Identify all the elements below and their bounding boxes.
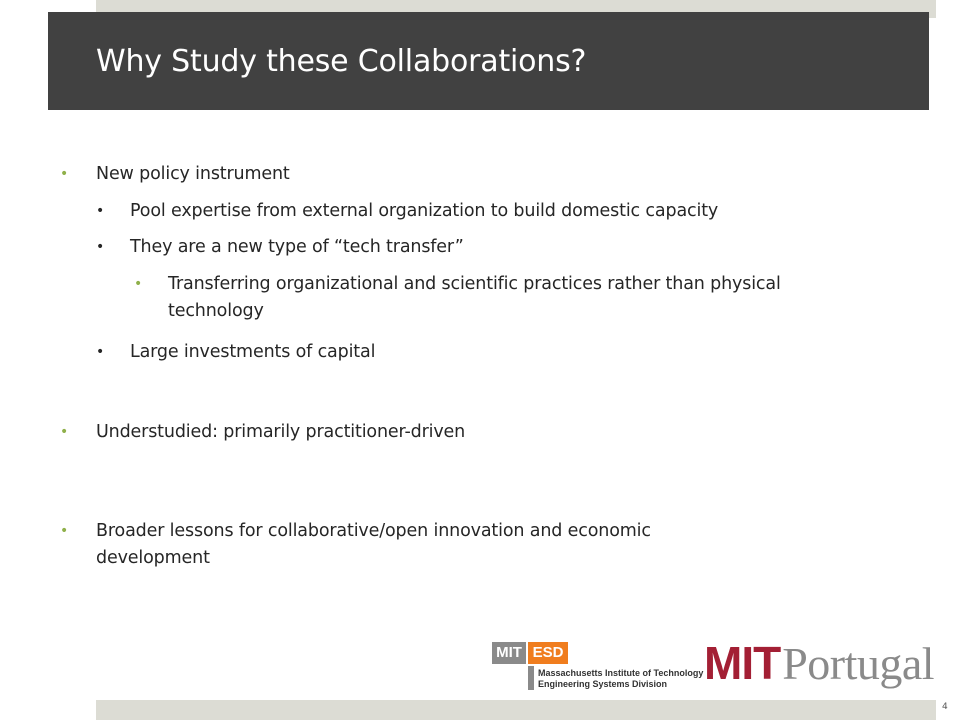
bullet-level2-pool-expertise (96, 198, 719, 225)
bullet-level2-large-investments (96, 339, 376, 366)
esd-logo-esd-block: ESD (528, 642, 568, 664)
esd-logo-mit-block: MIT (492, 642, 526, 664)
bullet-marker: • (60, 424, 69, 440)
slide-title: Why Study these Collaborations? (96, 44, 587, 79)
bullet-text: Transferring organizational and scientific practices rather than physical technology (168, 274, 781, 321)
bullet-text: Large investments of capital (130, 342, 376, 362)
bullet-level2-tech-transfer (96, 234, 464, 261)
bullet-marker: • (134, 276, 143, 292)
bullet-text: New policy instrument (96, 164, 290, 184)
bullet-text: Broader lessons for collaborative/open innovation and economic development (96, 521, 651, 568)
esd-logo-institute-text: Massachusetts Institute of Technology (538, 668, 704, 678)
bullet-marker: • (96, 203, 105, 219)
bullet-level1-policy-instrument (60, 161, 290, 188)
bullet-text: They are a new type of “tech transfer” (130, 237, 464, 257)
bullet-marker: • (60, 523, 69, 539)
esd-logo-bar (528, 666, 534, 690)
esd-logo-division-text: Engineering Systems Division (538, 679, 668, 689)
page-number: 4 (942, 702, 948, 712)
bullet-marker: • (96, 344, 105, 360)
mit-esd-logo (492, 642, 704, 690)
bullet-text: Pool expertise from external organization to build domestic capacity (130, 201, 719, 221)
mit-portugal-logo (704, 636, 934, 692)
bullet-level1-broader-lessons (60, 518, 756, 572)
mit-portugal-logo-portugal: Portugal (782, 638, 935, 689)
bullet-level3-transferring-practices (134, 271, 788, 325)
bullet-text: Understudied: primarily practitioner-driven (96, 422, 466, 442)
bullet-marker: • (60, 166, 69, 182)
bottom-decorative-strip (96, 700, 936, 720)
title-bar (48, 12, 929, 110)
bullet-level1-understudied (60, 419, 466, 446)
bullet-marker: • (96, 239, 105, 255)
mit-portugal-logo-mit: MIT (704, 637, 781, 689)
